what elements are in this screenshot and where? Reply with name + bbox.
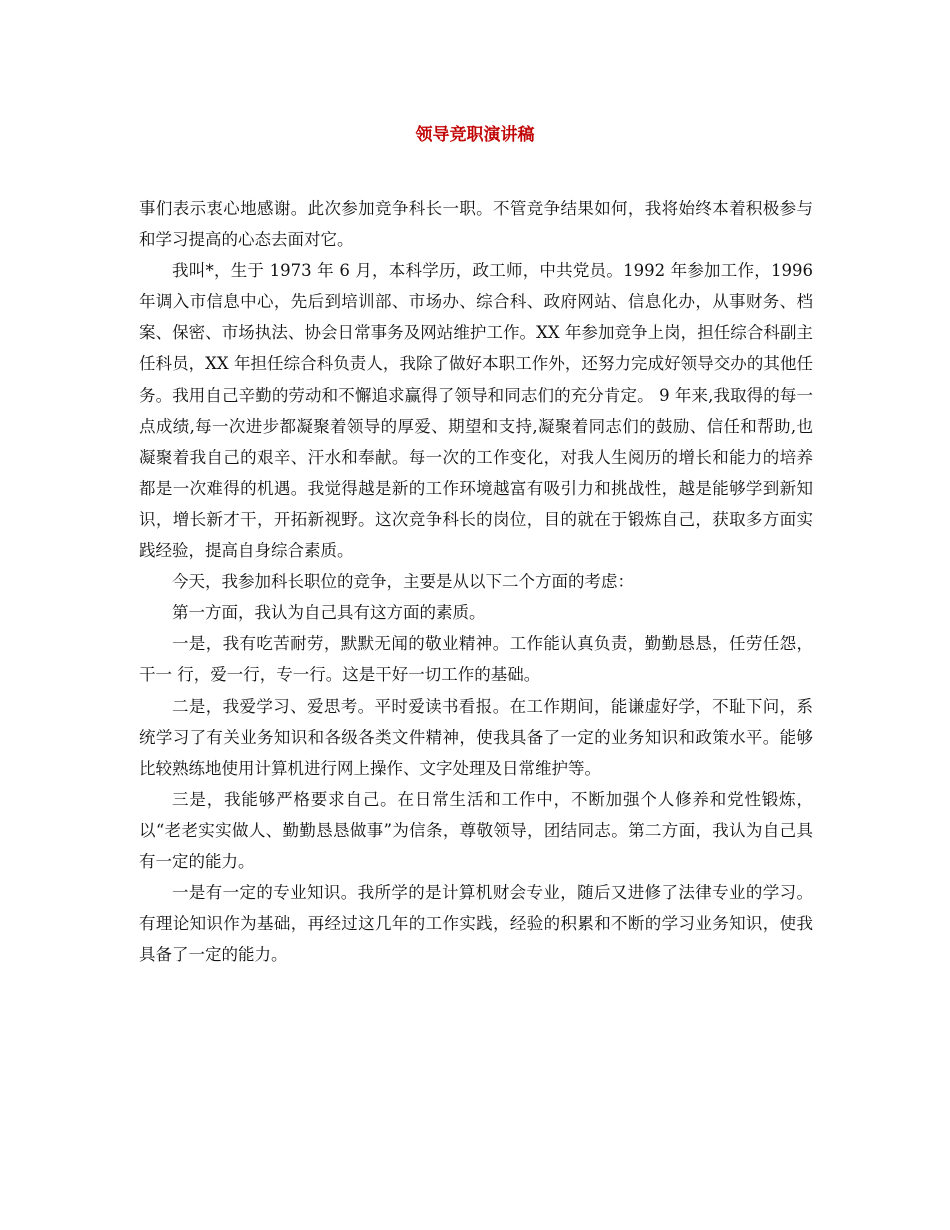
paragraph: 我叫*，生于 1973 年 6 月，本科学历，政工师，中共党员。1992 年参加工作，1996 年调入市信息中心，先后到培训部、市场办、综合科、政府网站、信息化办，从事财务、档案、保密、市场执法、协会日常事务及网站维护工作。XX 年参加竞争上岗，担任综合科副主任科员，XX 年担任综合科负责人，我除了做好本职工作外，还努力完成好领导交办的其他任务。我用自己辛勤的劳动和不懈追求赢得了领导和同志们的充分肯定。 9 年来,我取得的每一点成绩,每一次进步都凝聚着领导的厚爱、期望和支持,凝聚着同志们的鼓励、信任和帮助,也凝聚着我自己的艰辛、汗水和奉献。每一次的工作变化，对我人生阅历的增长和能力的培养都是一次难得的机遇。我觉得越是新的工作环境越富有吸引力和挑战性，越是能够学到新知识，增长新才干，开拓新视野。这次竞争科长的岗位，目的就在于锻炼自己，获取多方面实践经验，提高自身综合素质。 <box>139 261 813 561</box>
document-title: 领导竞职演讲稿 <box>415 125 535 145</box>
paragraph: 事们表示衷心地感谢。此次参加竞争科长一职。不管竞争结果如何，我将始终本着积极参与和学习提高的心态去面对它。 <box>139 199 813 250</box>
paragraph: 一是，我有吃苦耐劳，默默无闻的敬业精神。工作能认真负责，勤勤恳恳，任劳任怨，干一 行，爱一行，专一行。这是干好一切工作的基础。 <box>139 634 813 685</box>
paragraph: 今天，我参加科长职位的竞争，主要是从以下二个方面的考虑： <box>172 572 634 592</box>
paragraph: 一是有一定的专业知识。我所学的是计算机财会专业，随后又进修了法律专业的学习。有理论知识作为基础，再经过这几年的工作实践，经验的积累和不断的学习业务知识，使我具备了一定的能力。 <box>139 883 813 965</box>
paragraph: 三是，我能够严格要求自己。在日常生活和工作中，不断加强个人修养和党性锻炼，以“老老实实做人、勤勤恳恳做事”为信条，尊敬领导，团结同志。第二方面，我认为自己具有一定的能力。 <box>139 789 813 871</box>
paragraph: 二是，我爱学习、爱思考。平时爱读书看报。在工作期间，能谦虚好学，不耻下问，系统学习了有关业务知识和各级各类文件精神，使我具备了一定的业务知识和政策水平。能够比较熟练地使用计算机进行网上操作、文字处理及日常维护等。 <box>139 696 813 778</box>
document-body <box>139 193 813 970</box>
paragraph: 第一方面，我认为自己具有这方面的素质。 <box>172 603 486 623</box>
